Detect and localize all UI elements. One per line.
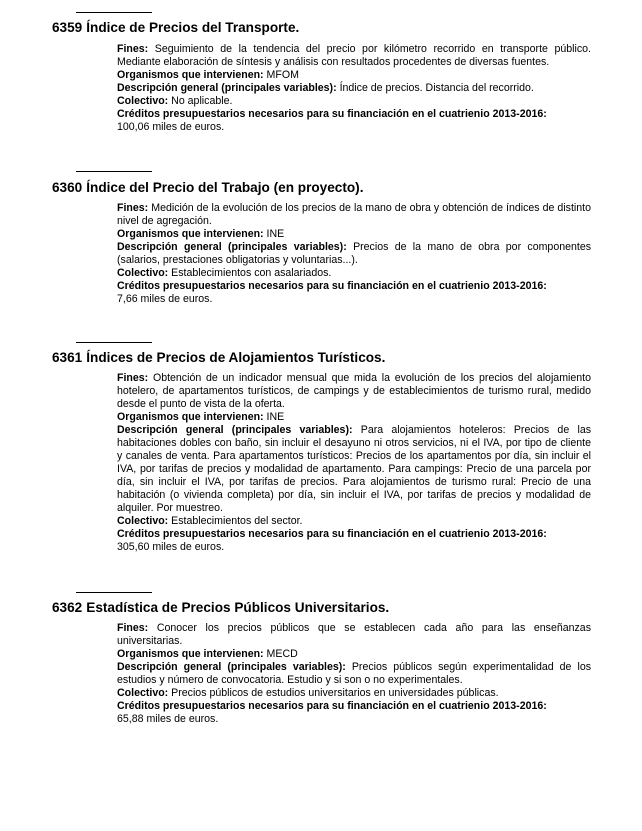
fines-text: Medición de la evolución de los precios de la mano de obra y obtención de índices de distinto nivel de agregación. bbox=[117, 202, 591, 227]
descripcion-paragraph bbox=[117, 424, 591, 515]
entry-code: 6360 bbox=[52, 180, 83, 195]
descripcion-label: Descripción general (principales variables): bbox=[117, 241, 347, 253]
organismos-text: MECD bbox=[266, 648, 298, 660]
entry-body bbox=[117, 43, 591, 134]
fines-label: Fines: bbox=[117, 202, 149, 214]
fines-text: Seguimiento de la tendencia del precio por kilómetro recorrido en transporte público. Mediante elaboración de síntesis y análisis con resultados procedentes de diversas fuentes. bbox=[117, 43, 591, 68]
entry-title-text: Estadística de Precios Públicos Universitarios. bbox=[86, 600, 390, 615]
separator-rule bbox=[76, 342, 152, 343]
entry-title-text: Índice de Precios del Transporte. bbox=[86, 20, 300, 35]
entry-title bbox=[52, 600, 389, 615]
separator-rule bbox=[76, 592, 152, 593]
descripcion-text: Precios públicos según experimentalidad de los estudios y número de convocatoria. Estudio y si son o no experimentales. bbox=[117, 661, 592, 686]
colectivo-label: Colectivo: bbox=[117, 95, 169, 107]
organismos-label: Organismos que intervienen: bbox=[117, 228, 264, 240]
organismos-paragraph bbox=[117, 648, 591, 661]
creditos-text: 305,60 miles de euros. bbox=[117, 541, 225, 553]
colectivo-text: Establecimientos del sector. bbox=[171, 515, 303, 527]
separator-rule bbox=[76, 12, 152, 13]
colectivo-paragraph bbox=[117, 267, 591, 280]
fines-paragraph bbox=[117, 622, 591, 648]
creditos-paragraph bbox=[117, 528, 591, 554]
creditos-label: Créditos presupuestarios necesarios para su financiación en el cuatrienio 2013-2016: bbox=[117, 528, 547, 540]
entry-title bbox=[52, 20, 299, 35]
separator-rule bbox=[76, 171, 152, 172]
fines-paragraph bbox=[117, 43, 591, 69]
fines-paragraph bbox=[117, 372, 591, 411]
descripcion-text: Para alojamientos hoteleros: Precios de las habitaciones dobles con baño, sin incluir el desayuno ni otros servicios, ni el IVA, por tipo de cliente y canales de venta. Para apartamentos turísticos: Precios de los apartamentos por día, sin incluir el IVA, por tarifas de precios y modalidad de apartamento. Para campings: Precio de una parcela por día, sin incluir el IVA, por tarifas de precios. Para alojamientos de turismo rural: Precio de una habitación (o vivienda completa) por día, sin incluir el IVA, por tarifas de precios y modalidad de alquiler. Por muestreo. bbox=[117, 424, 592, 514]
entry-code: 6362 bbox=[52, 600, 83, 615]
colectivo-text: Precios públicos de estudios universitarios en universidades públicas. bbox=[171, 687, 499, 699]
organismos-label: Organismos que intervienen: bbox=[117, 648, 264, 660]
descripcion-paragraph bbox=[117, 241, 591, 267]
organismos-text: INE bbox=[266, 228, 285, 240]
colectivo-label: Colectivo: bbox=[117, 267, 169, 279]
descripcion-label: Descripción general (principales variables): bbox=[117, 424, 353, 436]
entry-title bbox=[52, 350, 385, 365]
entry-title-text: Índices de Precios de Alojamientos Turísticos. bbox=[86, 350, 386, 365]
fines-paragraph bbox=[117, 202, 591, 228]
descripcion-paragraph bbox=[117, 82, 591, 95]
organismos-paragraph bbox=[117, 69, 591, 82]
colectivo-paragraph bbox=[117, 95, 591, 108]
colectivo-label: Colectivo: bbox=[117, 687, 169, 699]
organismos-paragraph bbox=[117, 411, 591, 424]
creditos-text: 65,88 miles de euros. bbox=[117, 713, 219, 725]
descripcion-text: Precios de la mano de obra por componentes (salarios, prestaciones obligatorias y voluntarias...). bbox=[117, 241, 592, 266]
entry-body bbox=[117, 202, 591, 306]
fines-label: Fines: bbox=[117, 622, 149, 634]
creditos-text: 7,66 miles de euros. bbox=[117, 293, 213, 305]
entry-title-text: Índice del Precio del Trabajo (en proyecto). bbox=[86, 180, 364, 195]
descripcion-paragraph bbox=[117, 661, 591, 687]
organismos-label: Organismos que intervienen: bbox=[117, 69, 264, 81]
entry-code: 6359 bbox=[52, 20, 83, 35]
fines-text: Obtención de un indicador mensual que mida la evolución de los precios del alojamiento hotelero, de apartamentos turísticos, de campings y de establecimientos de turismo rural, medido desde el punto de vista de la oferta. bbox=[117, 372, 591, 410]
creditos-label: Créditos presupuestarios necesarios para su financiación en el cuatrienio 2013-2016: bbox=[117, 700, 547, 712]
creditos-label: Créditos presupuestarios necesarios para su financiación en el cuatrienio 2013-2016: bbox=[117, 108, 547, 120]
colectivo-text: No aplicable. bbox=[171, 95, 233, 107]
creditos-label: Créditos presupuestarios necesarios para su financiación en el cuatrienio 2013-2016: bbox=[117, 280, 547, 292]
entry-body bbox=[117, 622, 591, 726]
colectivo-paragraph bbox=[117, 687, 591, 700]
creditos-paragraph bbox=[117, 108, 591, 134]
organismos-text: INE bbox=[266, 411, 285, 423]
descripcion-label: Descripción general (principales variables): bbox=[117, 82, 337, 94]
creditos-paragraph bbox=[117, 280, 591, 306]
colectivo-label: Colectivo: bbox=[117, 515, 169, 527]
organismos-text: MFOM bbox=[266, 69, 299, 81]
fines-label: Fines: bbox=[117, 372, 149, 384]
creditos-paragraph bbox=[117, 700, 591, 726]
colectivo-paragraph bbox=[117, 515, 591, 528]
descripcion-text: Índice de precios. Distancia del recorrido. bbox=[339, 82, 534, 94]
fines-label: Fines: bbox=[117, 43, 149, 55]
colectivo-text: Establecimientos con asalariados. bbox=[171, 267, 332, 279]
entry-title bbox=[52, 180, 363, 195]
descripcion-label: Descripción general (principales variables): bbox=[117, 661, 346, 673]
organismos-label: Organismos que intervienen: bbox=[117, 411, 264, 423]
entry-body bbox=[117, 372, 591, 554]
organismos-paragraph bbox=[117, 228, 591, 241]
fines-text: Conocer los precios públicos que se establecen cada año para las enseñanzas universitarias. bbox=[117, 622, 592, 647]
creditos-text: 100,06 miles de euros. bbox=[117, 121, 225, 133]
entry-code: 6361 bbox=[52, 350, 83, 365]
